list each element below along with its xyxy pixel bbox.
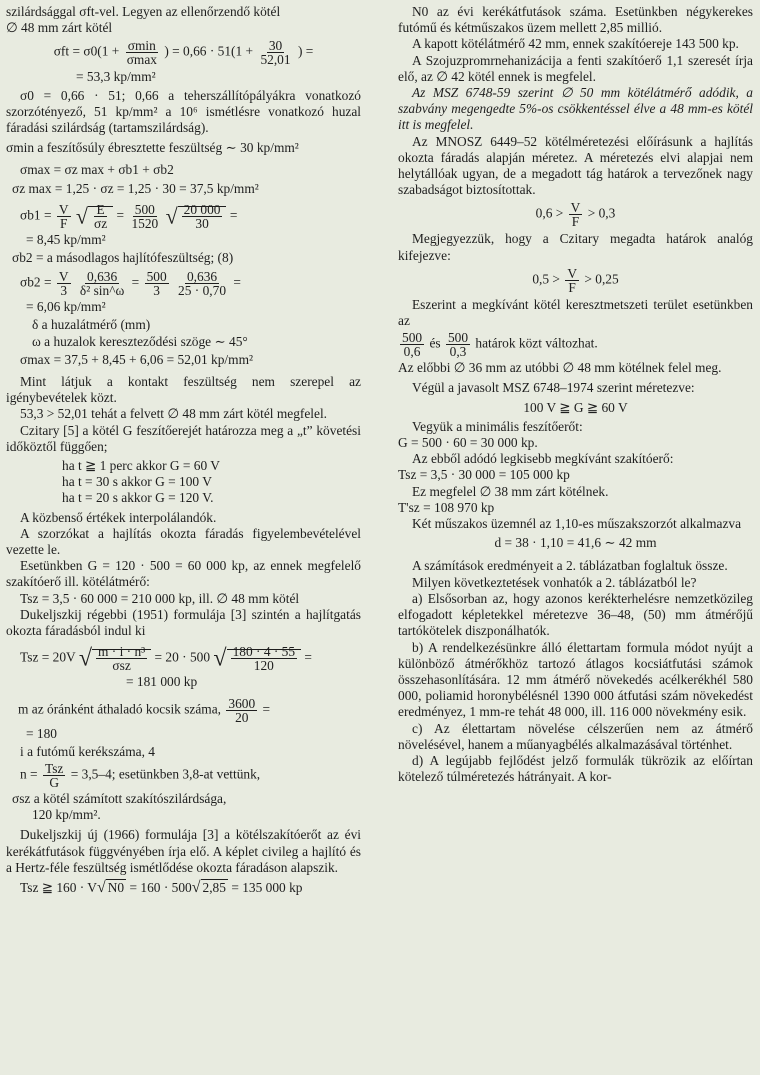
paragraph: a) Elsősorban az, hogy azonos kerékterhelésre nemzetközileg elfogadott képletekkel méretezve 36–48, (50) mm átmérőjű tartókötelek diszponálhatók.: [398, 590, 753, 639]
paragraph: Végül a javasolt MSZ 6748–1974 szerint méretezve:: [412, 380, 695, 396]
paragraph: 120 kp/mm².: [32, 807, 101, 823]
paragraph: σ0 = 0,66 · 51; 0,66 a teherszállítópályákra vonatkozó szorzótényező, 51 kp/mm² a 10⁶ ismétlésre vonatkozó huzal fáradási szilárdság (tartamszilárdság).: [6, 87, 361, 136]
equation-area-range: $\frac{500}{0,6}$ és $\frac{500}{0,3}$ határok közt változhat.: [402, 330, 598, 360]
paragraph: σsz a kötél számított szakítószilárdsága,: [12, 790, 227, 806]
paragraph: G = 500 · 60 = 30 000 kp.: [398, 435, 538, 451]
paragraph: A közbenső értékek interpolálandók.: [20, 509, 217, 525]
equation-msz-range: 100 V ≧ G ≧ 60 V: [523, 399, 628, 415]
equation-sigma-b1: σb1 = $\frac{V}{F}$ √ $\frac{E}{\sigma z}$ = $\frac{500}{1520}$ √ $\frac{20 000}{30}$ =: [20, 201, 238, 231]
paragraph: Eszerint a megkívánt kötél keresztmetszeti terület esetünkben az: [398, 296, 753, 329]
paragraph: Czitary [5] a kötél G feszítőerejét határozza meg a „t” követési időköztől függően;: [6, 422, 361, 454]
paragraph: σb2 = a másodlagos hajlítófeszültség; (8): [12, 250, 234, 266]
equation-czitary-limits: 0,5 > $\frac{V}{F}$ > 0,25: [532, 265, 619, 295]
paragraph: i a futómű kerékszáma, 4: [20, 743, 155, 759]
paragraph: A Szojuzpromrnehanizácija a fenti szakítóerő 1,1 szeresét írja elő, az ∅ 42 kötél ennek is megfelel.: [398, 52, 753, 84]
paragraph: A kapott kötélátmérő 42 mm, ennek szakítóereje 143 500 kp.: [412, 36, 739, 52]
paragraph: A számítások eredményeit a 2. táblázatban foglaltuk össze.: [412, 558, 728, 574]
paragraph: Vegyük a minimális feszítőerőt:: [412, 418, 583, 434]
equation-result: = 8,45 kp/mm²: [26, 231, 106, 247]
paragraph: 53,3 > 52,01 tehát a felvett ∅ 48 mm zárt kötél megfelel.: [20, 406, 328, 422]
right-column: [398, 4, 753, 785]
paragraph: c) Az élettartam növelése célszerűen nem az átmérő növelésével, hanem a műanyagbélés alkalmazásával történhet.: [398, 720, 753, 752]
paragraph: Dukeljszkij régebbi (1951) formulája [3] szintén a hajlítgatás okozta fáradásból indul ki: [6, 606, 361, 639]
paragraph: A szorzókat a hajlítás okozta fáradás figyelembevételével vezette le.: [6, 525, 361, 558]
equation-sigma-max: σmax = σz max + σb1 + σb2: [20, 162, 174, 178]
paragraph: δ a huzalátmérő (mm): [32, 317, 151, 333]
case-line: ha t = 20 s akkor G = 120 V.: [62, 490, 214, 506]
equation-sigma-z-max: σz max = 1,25 · σz = 1,25 · 30 = 37,5 kp/mm²: [12, 180, 259, 196]
equation-result: = 180: [26, 725, 57, 741]
text-line: ∅ 48 mm zárt kötél: [6, 20, 113, 36]
case-line: ha t ≧ 1 perc akkor G = 60 V: [62, 458, 220, 474]
equation-sigma-max-total: σmax = 37,5 + 8,45 + 6,06 = 52,01 kp/mm²: [20, 351, 253, 367]
fraction: $\frac{30}{52,01}$: [260, 38, 291, 68]
czitary-cases: [62, 458, 361, 507]
paragraph: Az MSZ 6748-59 szerint ∅ 50 mm kötélátmérő adódik, a szabvány megengedte 5%-os csökkentéssel élve a 48 mm-es kötél itt is megfelel.: [398, 85, 753, 133]
paragraph: d) A legújabb fejlődést jelző formulák tükrözik az előírtan kötelező túlméretezés hátrányait. A kor-: [398, 752, 753, 785]
paragraph: Az előbbi ∅ 36 mm az utóbbi ∅ 48 mm kötélnek felel meg.: [398, 360, 722, 376]
paragraph: b) A rendelkezésünkre álló élettartam formula módot nyújt a különböző átmérőkhöz tartozó átlagos kocsiátfutási számok összehasonlítására. 12 mm átmérő növekedés acélkerékhél 580 000, poliamid horonybélésnél 1390 000 átfutási szám növekedést eredményez, 1 mm-re tehát 48 000, ill. 116 000 növekmény esik.: [398, 639, 753, 720]
paragraph: N0 az évi kerékátfutások száma. Esetünkben négykerekes futómű és kétműszakos üzem mellett 2,85 millió.: [398, 4, 753, 36]
equation-result: = 6,06 kp/mm²: [26, 299, 106, 315]
paragraph: Két műszakos üzemnél az 1,10-es műszakszorzót alkalmazva: [412, 516, 742, 532]
paragraph: Mint látjuk a kontakt feszültség nem szerepel az igénybevételek közt.: [6, 374, 361, 406]
text-line: szilárdsággal σft-vel. Legyen az ellenőrzendő kötél: [6, 4, 281, 19]
paragraph: Esetünkben G = 120 · 500 = 60 000 kp, az ennek megfelelő szakítóerő ill. kötélátmérő:: [6, 558, 361, 590]
equation-sigma-b2: σb2 = $\frac{V}{3}$ $\frac{0,636}{\text{δ² sin\textasciicircum{}ω}}$ = $\frac{500}{3}$ $\frac{0,636}{25 \cdot 0,70}$ =: [20, 269, 241, 299]
equation-n: n = $\frac{\text{Tsz}}{G}$ = 3,5–4; esetünkben 3,8-at vettünk,: [20, 760, 261, 790]
paragraph: Megjegyezzük, hogy a Czitary megadta határok analóg kifejezve:: [398, 231, 753, 263]
equation-dukeljszkij-1951: Tsz = 20V √ $\frac{\text{m · i · n³}}{\text{σsz}}$ = 20 · 500 √ $\frac{180 \cdot 4 \cdot 55}{120}$ =: [20, 644, 312, 674]
paragraph: Milyen következtetések vonhatók a 2. táblázatból le?: [412, 574, 697, 590]
paragraph: T'sz = 108 970 kp: [398, 499, 495, 515]
paragraph: Tsz = 3,5 · 30 000 = 105 000 kp: [398, 467, 570, 483]
equation-ratio-limits: 0,6 > $\frac{V}{F}$ > 0,3: [535, 200, 616, 230]
paragraph: Az MNOSZ 6449–52 kötélméretezési előírásunk a hajlítás okozta fáradás alapján méretez. A méretezés elvi alapjai nem helytállóak ugyan, de a megadott tág határok a tervezőnek nagy szabadságot biztosítottak.: [398, 133, 753, 198]
equation-diameter: d = 38 · 1,10 = 41,6 ∼ 42 mm: [494, 535, 657, 551]
left-column: [6, 4, 361, 898]
paragraph: σmin a feszítősúly ébresztette feszültség ∼ 30 kp/mm²: [6, 140, 299, 156]
equation-result: = 53,3 kp/mm²: [76, 69, 156, 85]
paragraph: Tsz = 3,5 · 60 000 = 210 000 kp, ill. ∅ 48 mm kötél: [20, 590, 300, 606]
paragraph: Dukeljszkij új (1966) formulája [3] a kötélszakítóerőt az évi kerékátfutások függvényében írja elő. A képlet civileg a hajlító és a Hertz-féle feszültség ismétlődése okozta fáradáson alapszik.: [6, 827, 361, 875]
equation-dukeljszkij-1966: Tsz ≧ 160 · V√ N0 = 160 · 500√ 2,85 = 135 000 kp: [20, 878, 303, 896]
equation-fatigue-strength: σft = σ0(1 + $\frac{\sigma\min}{\sigma\max}$ ) = 0,66 · 51(1 + $\frac{30}{52,01}$ ) =: [53, 38, 314, 68]
paragraph: Ez megfelel ∅ 38 mm zárt kötélnek.: [412, 483, 609, 499]
case-line: ha t = 30 s akkor G = 100 V: [62, 474, 212, 490]
paragraph-m: m az óránként áthaladó kocsik száma, $\frac{3600}{20}$ =: [18, 695, 271, 725]
paragraph: Az ebből adódó legkisebb megkívánt szakítóerő:: [412, 451, 674, 467]
paragraph: ω a huzalok kereszteződési szöge ∼ 45°: [32, 333, 248, 349]
equation-result: = 181 000 kp: [126, 674, 198, 690]
fraction: $\frac{\sigma\min}{\sigma\max}$: [126, 38, 157, 68]
